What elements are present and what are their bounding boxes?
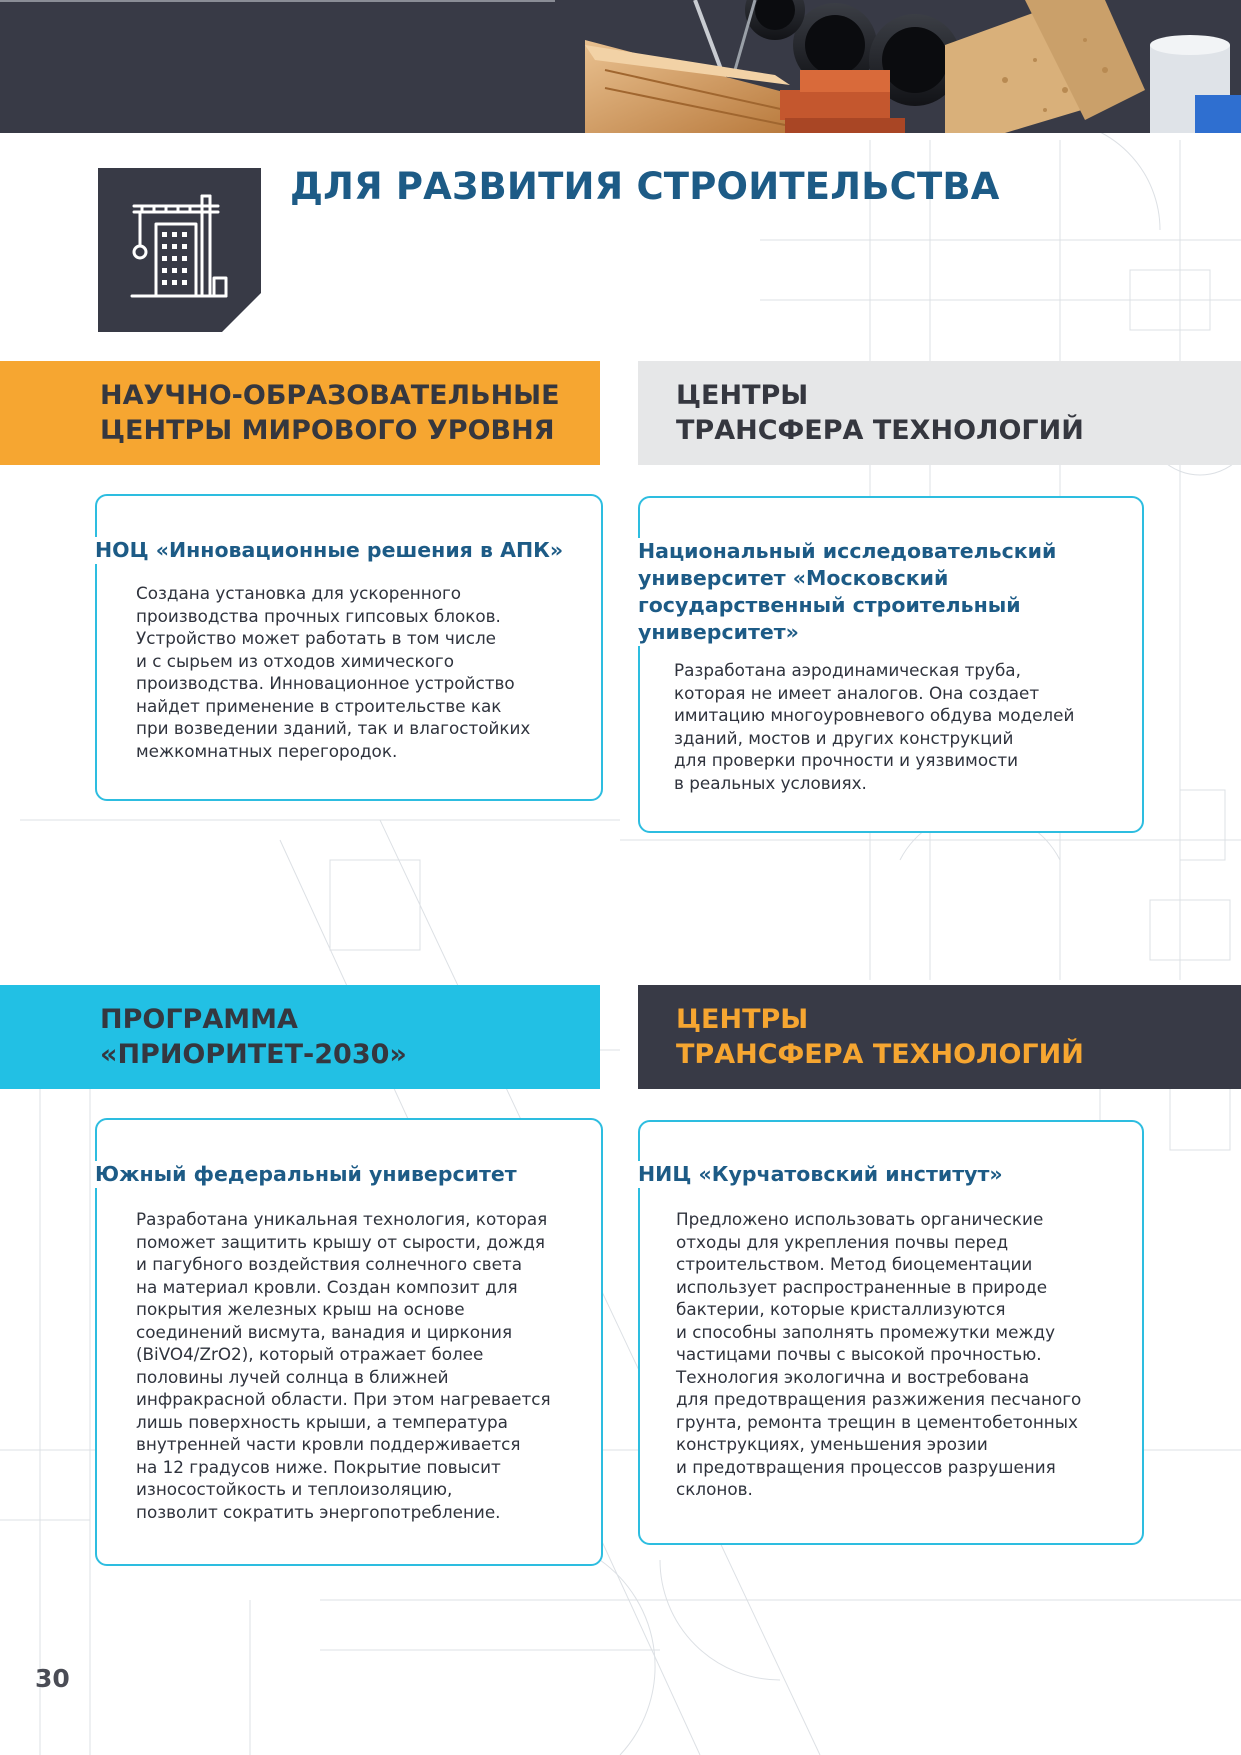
text-line: для проверки прочности и уязвимости <box>674 750 1018 770</box>
section-band-priority-2030 <box>0 985 600 1089</box>
text-line: в реальных условиях. <box>674 772 867 793</box>
text-line: которая не имеет аналогов. Она создает <box>674 682 1040 703</box>
header-strip <box>0 0 555 2</box>
band-line: НАУЧНО-ОБРАЗОВАТЕЛЬНЫЕ <box>100 380 560 411</box>
card-title-line: университет «Московский <box>638 566 949 590</box>
card-title-line: Национальный исследовательский <box>638 539 1057 563</box>
text-line: внутренней части кровли поддерживается <box>136 1434 521 1454</box>
text-line: и пагубного воздействия солнечного света <box>136 1254 522 1274</box>
text-line: Разработана уникальная технология, которая <box>136 1209 548 1229</box>
text-line: на материал кровли. Создан композит для <box>136 1276 518 1297</box>
construction-crane-icon <box>98 168 261 332</box>
text-line: соединений висмута, ванадия и циркония <box>136 1321 513 1342</box>
card-text <box>676 1208 1081 1501</box>
band-line: ЦЕНТРЫ МИРОВОГО УРОВНЯ <box>100 415 555 446</box>
text-line: лишь поверхность крыши, а температура <box>136 1411 508 1432</box>
text-line: Создана установка для ускоренного <box>136 583 462 603</box>
text-line: производства прочных гипсовых блоков. <box>136 605 501 626</box>
band-line: ПРОГРАММА <box>100 1004 298 1035</box>
card-text <box>136 1208 551 1523</box>
card-title-line: Южный федеральный университет <box>95 1162 517 1186</box>
text-line: использует распространенные в природе <box>676 1276 1048 1297</box>
text-line: и с сырьем из отходов химического <box>136 650 454 671</box>
text-line: при возведении зданий, так и влагостойких <box>136 718 531 738</box>
text-line: и способны заполнять промежутки между <box>676 1321 1056 1342</box>
text-line: частицами почвы с высокой прочностью. <box>676 1344 1042 1364</box>
band-line: ТРАНСФЕРА ТЕХНОЛОГИЙ <box>676 1039 1084 1070</box>
text-line: покрытия железных крыш на основе <box>136 1299 465 1319</box>
text-line: на 12 градусов ниже. Покрытие повысит <box>136 1456 501 1477</box>
card-title-line: НОЦ «Инновационные решения в АПК» <box>95 538 564 562</box>
text-line: и предотвращения процессов разрушения <box>676 1456 1056 1477</box>
text-line: половины лучей солнца в ближней <box>136 1366 449 1387</box>
text-line: зданий, мостов и других конструкций <box>674 727 1014 748</box>
text-line: найдет применение в строительстве как <box>136 695 502 716</box>
text-line: грунта, ремонта трещин в цементобетонных <box>676 1411 1078 1432</box>
band-line: ЦЕНТРЫ <box>676 380 809 411</box>
text-line: (BiVO4/ZrO2), который отражает более <box>136 1344 484 1364</box>
band-line: ЦЕНТРЫ <box>676 1004 809 1035</box>
text-line: поможет защитить крышу от сырости, дождя <box>136 1231 546 1252</box>
text-line: Технология экологична и востребована <box>676 1366 1030 1387</box>
page-title: ДЛЯ РАЗВИТИЯ СТРОИТЕЛЬСТВА <box>290 165 1000 208</box>
card-title-line: НИЦ «Курчатовский институт» <box>638 1162 1003 1186</box>
text-line: износостойкость и теплоизоляцию, <box>136 1479 453 1499</box>
card-text <box>674 659 1074 794</box>
section-band-technology-transfer-centers <box>638 361 1241 465</box>
card-title-line: университет» <box>638 620 799 644</box>
text-line: Разработана аэродинамическая труба, <box>674 660 1021 680</box>
card-title <box>638 538 1062 646</box>
text-line: склонов. <box>676 1479 753 1499</box>
text-line: для предотвращения разжижения песчаного <box>676 1389 1082 1409</box>
page-number: 30 <box>35 1664 70 1693</box>
card-title <box>95 537 569 564</box>
text-line: Предложено использовать органические <box>676 1209 1044 1229</box>
card-title <box>95 1161 523 1188</box>
text-line: строительством. Метод биоцементации <box>676 1254 1033 1274</box>
text-line: производства. Инновационное устройство <box>136 673 515 693</box>
construction-materials-photo <box>585 0 1241 133</box>
text-line: позволит сократить энергопотребление. <box>136 1501 501 1522</box>
section-band-technology-transfer-centers-2 <box>638 985 1241 1089</box>
card-title-line: государственный строительный <box>638 593 1021 617</box>
text-line: отходы для укрепления почвы перед <box>676 1231 1009 1252</box>
section-band-world-class-centers <box>0 361 600 465</box>
band-line: ТРАНСФЕРА ТЕХНОЛОГИЙ <box>676 415 1084 446</box>
band-line: «ПРИОРИТЕТ-2030» <box>100 1039 407 1070</box>
text-line: конструкциях, уменьшения эрозии <box>676 1434 988 1454</box>
text-line: бактерии, которые кристаллизуются <box>676 1299 1006 1319</box>
card-title <box>638 1161 1009 1188</box>
card-text <box>136 582 530 762</box>
text-line: межкомнатных перегородок. <box>136 740 398 761</box>
text-line: Устройство может работать в том числе <box>136 628 496 648</box>
text-line: имитацию многоуровневого обдува моделей <box>674 705 1075 725</box>
text-line: инфракрасной области. При этом нагревается <box>136 1389 551 1409</box>
